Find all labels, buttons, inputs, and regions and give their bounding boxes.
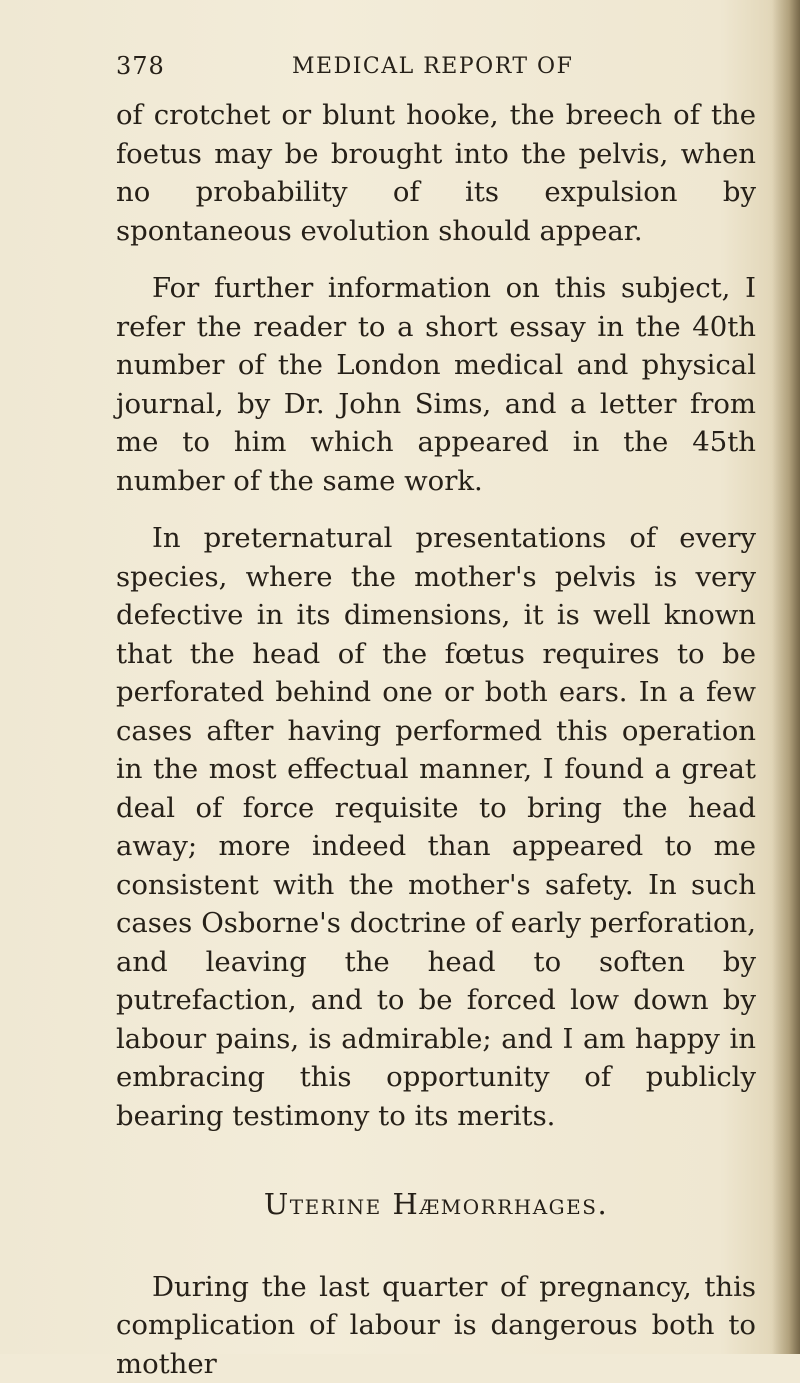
paragraph-preternatural-presentations: In preternatural presentations of every species, where the mother's pelvis is very defective in its dimensions, it is well known that the head of the fœtus requires to be perforated behind one or both ears. In a few cases after having performed this operation in the most effectual manner, I found a great deal of force requisite to bring the head away; more indeed than appeared to me consistent with the mother's safety. In such cases Osborne's doctrine of early perforation, and leaving the head to soften by putrefaction, and to be forced low down by labour pains, is admirable; and I am happy in embracing this opportunity of publicly bearing testimony to its merits. [116, 519, 756, 1135]
page-number: 378 [116, 52, 165, 80]
paragraph-further-information: For further information on this subject, I refer the reader to a short essay in the 40th number of the London medical and physical journal, by Dr. John Sims, and a letter from me to him which appeared in the 45th number of the same work. [116, 269, 756, 500]
section-heading: Uterine Hæmorrhages. [116, 1185, 756, 1224]
running-head: MEDICAL REPORT OF [292, 54, 573, 79]
paragraph-continuation: of crotchet or blunt hooke, the breech of the foetus may be brought into the pelvis, when no probability of its expulsion by spontaneous evolution should appear. [116, 96, 756, 250]
paragraph-uterine-haemorrhages: During the last quarter of pregnancy, this complication of labour is dangerous both to mother [116, 1268, 756, 1383]
page-gutter-shadow [772, 0, 800, 1354]
page-header [116, 52, 676, 92]
body-text [116, 96, 756, 1383]
